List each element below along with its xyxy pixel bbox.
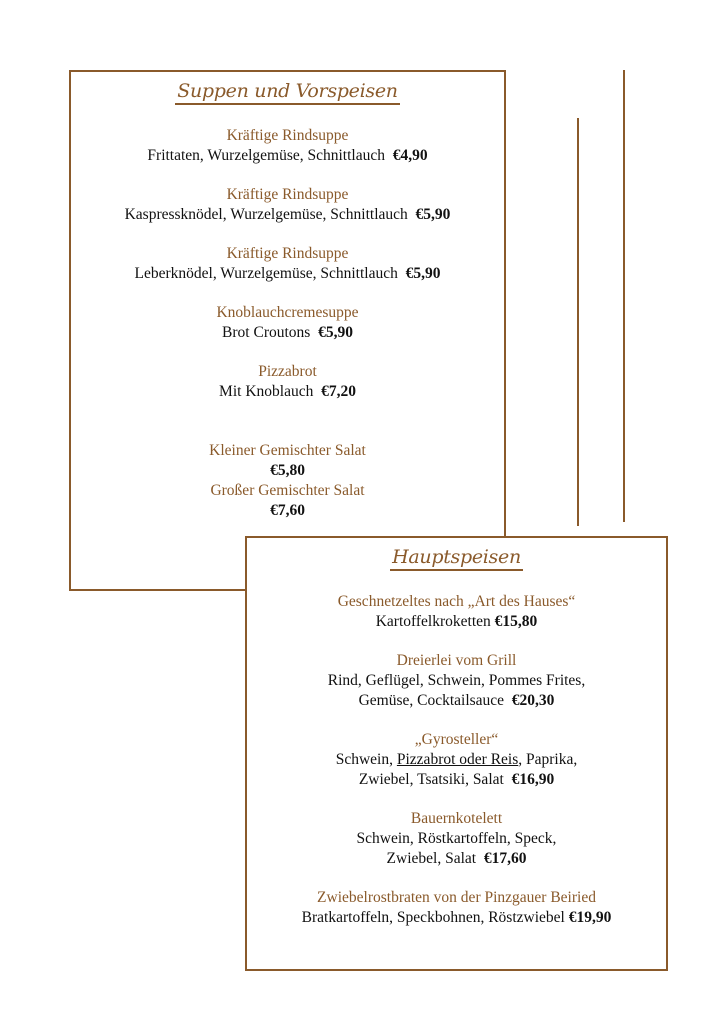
decorative-vertical-rule (577, 118, 579, 526)
mains-heading: Hauptspeisen (390, 546, 523, 571)
item-price: €7,20 (321, 383, 356, 400)
item-description: Bratkartoffeln, Speckbohnen, Röstzwiebel €19,90 (301, 909, 612, 926)
item-price: €17,60 (483, 850, 527, 867)
item-description: Schwein, Pizzabrot oder Reis, Paprika, (335, 751, 578, 768)
menu-item (247, 809, 666, 869)
decorative-vertical-rule (623, 70, 625, 522)
item-name: „Gyrosteller“ (414, 731, 499, 748)
item-price: €7,60 (270, 502, 305, 519)
starters-section (69, 70, 506, 591)
item-description: Leberknödel, Wurzelgemüse, Schnittlauch €5,90 (134, 265, 441, 282)
section-heading (71, 80, 504, 105)
item-description: Gemüse, Cocktailsauce €20,30 (358, 692, 555, 709)
item-price: €20,30 (511, 692, 555, 709)
item-name: Kleiner Gemischter Salat (209, 442, 366, 459)
menu-item (247, 592, 666, 632)
item-price: €5,90 (405, 265, 441, 282)
salad-list (71, 441, 504, 521)
item-name: Kräftige Rindsuppe (226, 186, 349, 203)
menu-item (247, 730, 666, 790)
menu-item (71, 126, 504, 166)
item-description: Frittaten, Wurzelgemüse, Schnittlauch €4,90 (147, 147, 428, 164)
item-description: Schwein, Röstkartoffeln, Speck, (356, 830, 557, 847)
menu-item (71, 362, 504, 402)
section-heading (247, 546, 666, 571)
item-price: €15,80 (494, 613, 538, 630)
item-name: Pizzabrot (258, 363, 317, 380)
menu-item (71, 244, 504, 284)
starters-list (71, 126, 504, 521)
mains-list (247, 592, 666, 947)
menu-item (71, 185, 504, 225)
menu-item (247, 651, 666, 711)
item-price: €4,90 (392, 147, 428, 164)
item-description: Kartoffelkroketten €15,80 (375, 613, 538, 630)
item-price: €5,90 (318, 324, 353, 341)
item-description: Kaspressknödel, Wurzelgemüse, Schnittlauch €5,90 (124, 206, 451, 223)
item-name: Kräftige Rindsuppe (226, 127, 349, 144)
item-name: Knoblauchcremesuppe (216, 304, 359, 321)
item-name: Großer Gemischter Salat (210, 482, 365, 499)
item-description: Rind, Geflügel, Schwein, Pommes Frites, (327, 672, 586, 689)
item-name: Kräftige Rindsuppe (226, 245, 349, 262)
item-description: Mit Knoblauch €7,20 (219, 383, 356, 400)
menu-item (247, 888, 666, 928)
item-price: €16,90 (511, 771, 555, 788)
item-price: €5,90 (415, 206, 451, 223)
mains-section (245, 536, 668, 971)
item-description: Zwiebel, Tsatsiki, Salat €16,90 (358, 771, 555, 788)
menu-item (71, 303, 504, 343)
item-name: Geschnetzeltes nach „Art des Hauses“ (337, 593, 576, 610)
item-price: €5,80 (270, 462, 305, 479)
item-description: Brot Croutons €5,90 (222, 324, 353, 341)
item-price: €19,90 (568, 909, 612, 926)
item-name: Dreierlei vom Grill (396, 652, 517, 669)
starters-heading: Suppen und Vorspeisen (175, 80, 399, 105)
item-name: Zwiebelrostbraten von der Pinzgauer Beiried (317, 889, 596, 906)
item-description: Zwiebel, Salat €17,60 (386, 850, 527, 867)
item-name: Bauernkotelett (410, 810, 503, 827)
